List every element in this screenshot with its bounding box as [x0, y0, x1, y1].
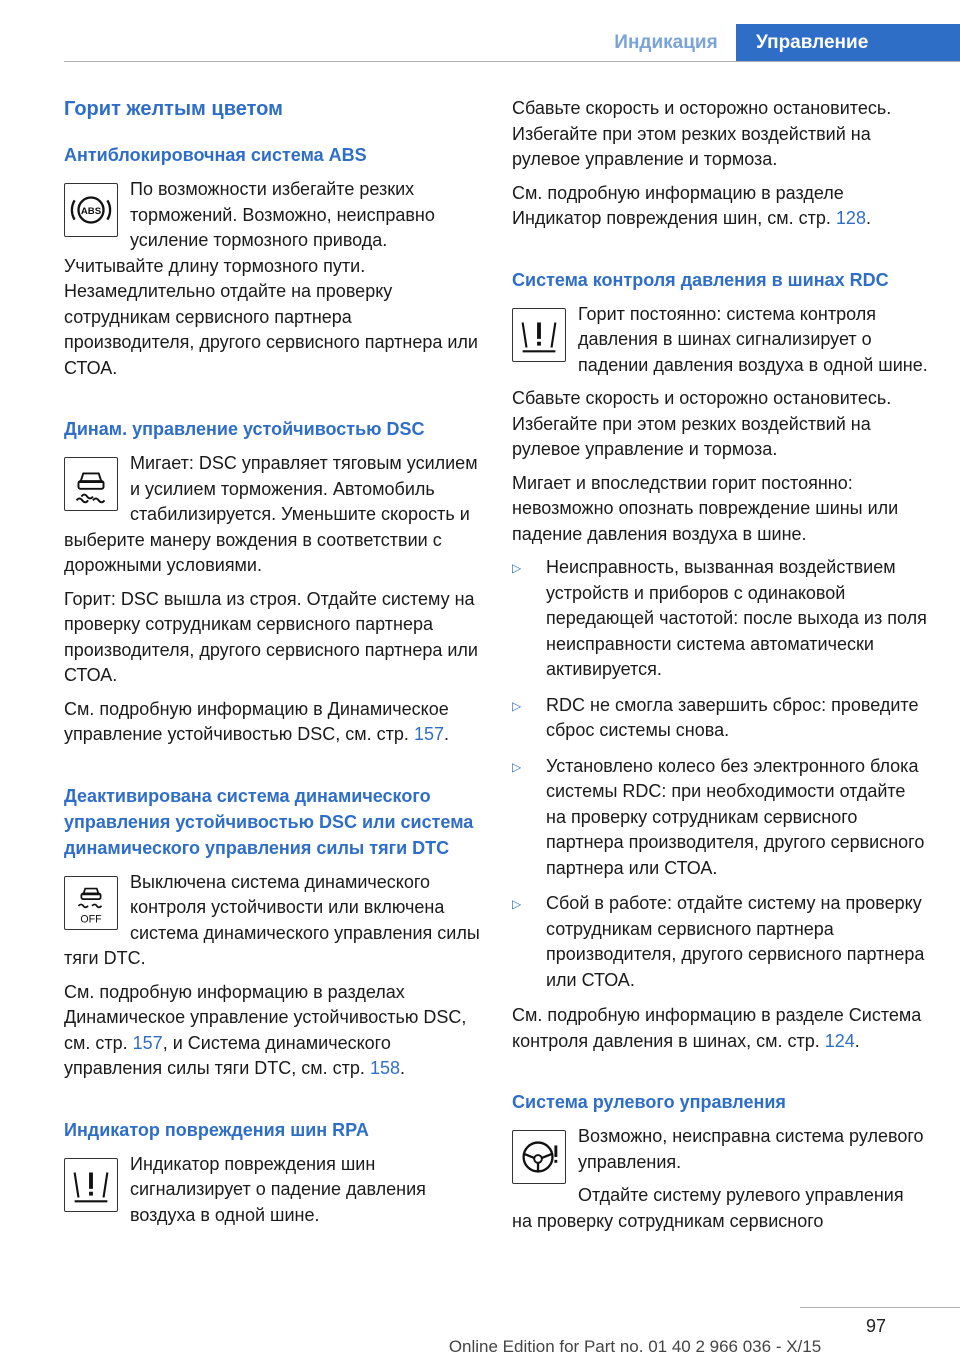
rdc-text-lit: Горит постоянно: система контроля давления в шинах сигнализирует о падении давления воздуха в одной шине. [578, 303, 928, 375]
rdc-bullet-list [512, 555, 928, 993]
svg-text:ABS: ABS [80, 205, 102, 217]
dsc-text-lit: Горит: DSC вышла из строя. Отдайте систему на проверку сотрудникам сервисного партнера производителя, другого сервисного партнера или СТОА. [64, 588, 478, 685]
page-link[interactable]: 128 [835, 208, 866, 228]
triangle-bullet-icon: ▷ [512, 561, 522, 575]
rdc-text-flashing: Мигает и впоследствии горит постоянно: невозможно опознать повреждение шины или падение давления воздуха в шине. [512, 472, 899, 544]
left-column [64, 96, 480, 1236]
dtc-heading: Деактивирована система динамического управления устойчивостью DSC или система динамического управления силы тяги DTC [64, 785, 474, 858]
page-link[interactable]: 157 [132, 1032, 163, 1053]
triangle-bullet-icon: ▷ [512, 897, 522, 911]
rpa-heading: Индикатор повреждения шин RPA [64, 1119, 369, 1140]
dsc-skid-car-icon [64, 457, 118, 511]
tire-pressure-warning-icon [512, 308, 566, 362]
page-link[interactable]: 124 [824, 1030, 855, 1051]
list-item: ▷ Неисправность, вызванная воздействием устройств и приборов с одинаковой передающей частотой: после выхода из поля неисправности система автоматически активируется. [512, 557, 927, 679]
rdc-text-slow-down: Сбавьте скорость и осторожно остановитесь. Избегайте при этом резких воздействий на рулевое управление и тормоза. [512, 388, 892, 459]
abs-text: По возможности избегайте резких торможений. Возможно, неисправно усиление тормозного привода. Учитывайте длину тормозного пути. Незамедлительно отдайте на проверку сотрудникам сервисного партнера производителя, другого сервисного партнера или СТОА. [64, 179, 478, 378]
rdc-block [512, 302, 928, 387]
dsc-off-label: OFF [80, 912, 102, 925]
dsc-block [64, 451, 480, 587]
steering-block [512, 1124, 928, 1242]
dtc-reference: См. подробную информацию в разделах Динамическое управление устойчивостью DSC, см. стр. 157, и Система динамического управления силы тяги DTC, см. стр. 158. [64, 981, 467, 1078]
right-column [512, 96, 928, 1242]
abs-heading: Антиблокировочная система ABS [64, 145, 367, 165]
tab-indication[interactable]: Индикация [614, 32, 718, 53]
list-item: ▷ Установлено колесо без электронного блока системы RDC: при необходимости отдайте на проверку сотрудникам сервисного партнера производителя, другого сервисного партнера или СТОА. [512, 755, 925, 878]
list-item: ▷ Сбой в работе: отдайте систему на проверку сотрудникам сервисного партнера производителя, другого сервисного партнера или СТОА. [512, 893, 925, 990]
page-link[interactable]: 158 [369, 1058, 400, 1078]
dsc-off-icon [64, 876, 118, 930]
rpa-reference: См. подробную информацию в разделе Индикатор повреждения шин, см. стр. 128. [512, 182, 871, 228]
steering-text-fault: Возможно, неисправна система рулевого управления. [578, 1126, 924, 1172]
steering-wheel-warning-icon [512, 1130, 566, 1184]
dtc-block [64, 870, 480, 980]
rpa-text: Индикатор повреждения шин сигнализирует о падение давления воздуха в одной шине. [130, 1153, 426, 1225]
tire-pressure-warning-icon [64, 1158, 118, 1212]
abs-block [64, 177, 480, 389]
page-link[interactable]: 157 [413, 724, 444, 744]
list-item: ▷ RDC не смогла завершить сброс: проведите сброс системы снова. [512, 694, 919, 740]
steering-text-service: Отдайте систему рулевого управления на проверку сотрудникам сервисного [512, 1185, 904, 1231]
rdc-heading: Система контроля давления в шинах RDC [512, 269, 889, 290]
triangle-bullet-icon: ▷ [512, 698, 522, 713]
page-number: 97 [865, 1316, 886, 1336]
rdc-reference: См. подробную информацию в разделе Система контроля давления в шинах, см. стр. 124. [512, 1005, 922, 1051]
tab-control[interactable]: Управление [736, 24, 960, 61]
triangle-bullet-icon: ▷ [512, 759, 522, 774]
dtc-text: Выключена система динамического контроля устойчивости или включена система динамического управления силы тяги DTC. [64, 871, 480, 968]
dsc-heading: Динам. управление устойчивостью DSC [64, 419, 425, 439]
edition-footer: Online Edition for Part no. 01 40 2 966 036 - X/15 [448, 1337, 822, 1356]
rpa-continued-text: Сбавьте скорость и осторожно остановитесь. Избегайте при этом резких воздействий на рулевое управление и тормоза. [512, 98, 892, 169]
header-rule [64, 61, 960, 62]
footer-rule [800, 1307, 960, 1308]
rpa-block [64, 1152, 480, 1237]
steering-heading: Система рулевого управления [512, 1092, 786, 1112]
section-title: Горит желтым цветом [64, 98, 283, 120]
dsc-reference: См. подробную информацию в Динамическое управление устойчивостью DSC, см. стр. 157. [64, 698, 449, 744]
abs-warning-icon [64, 183, 118, 237]
dsc-text-flashing: Мигает: DSC управляет тяговым усилием и усилием торможения. Автомобиль стабилизируется. Уменьшите скорость и выберите манеру вождения в соответствии с дорожными условиями. [64, 453, 478, 575]
